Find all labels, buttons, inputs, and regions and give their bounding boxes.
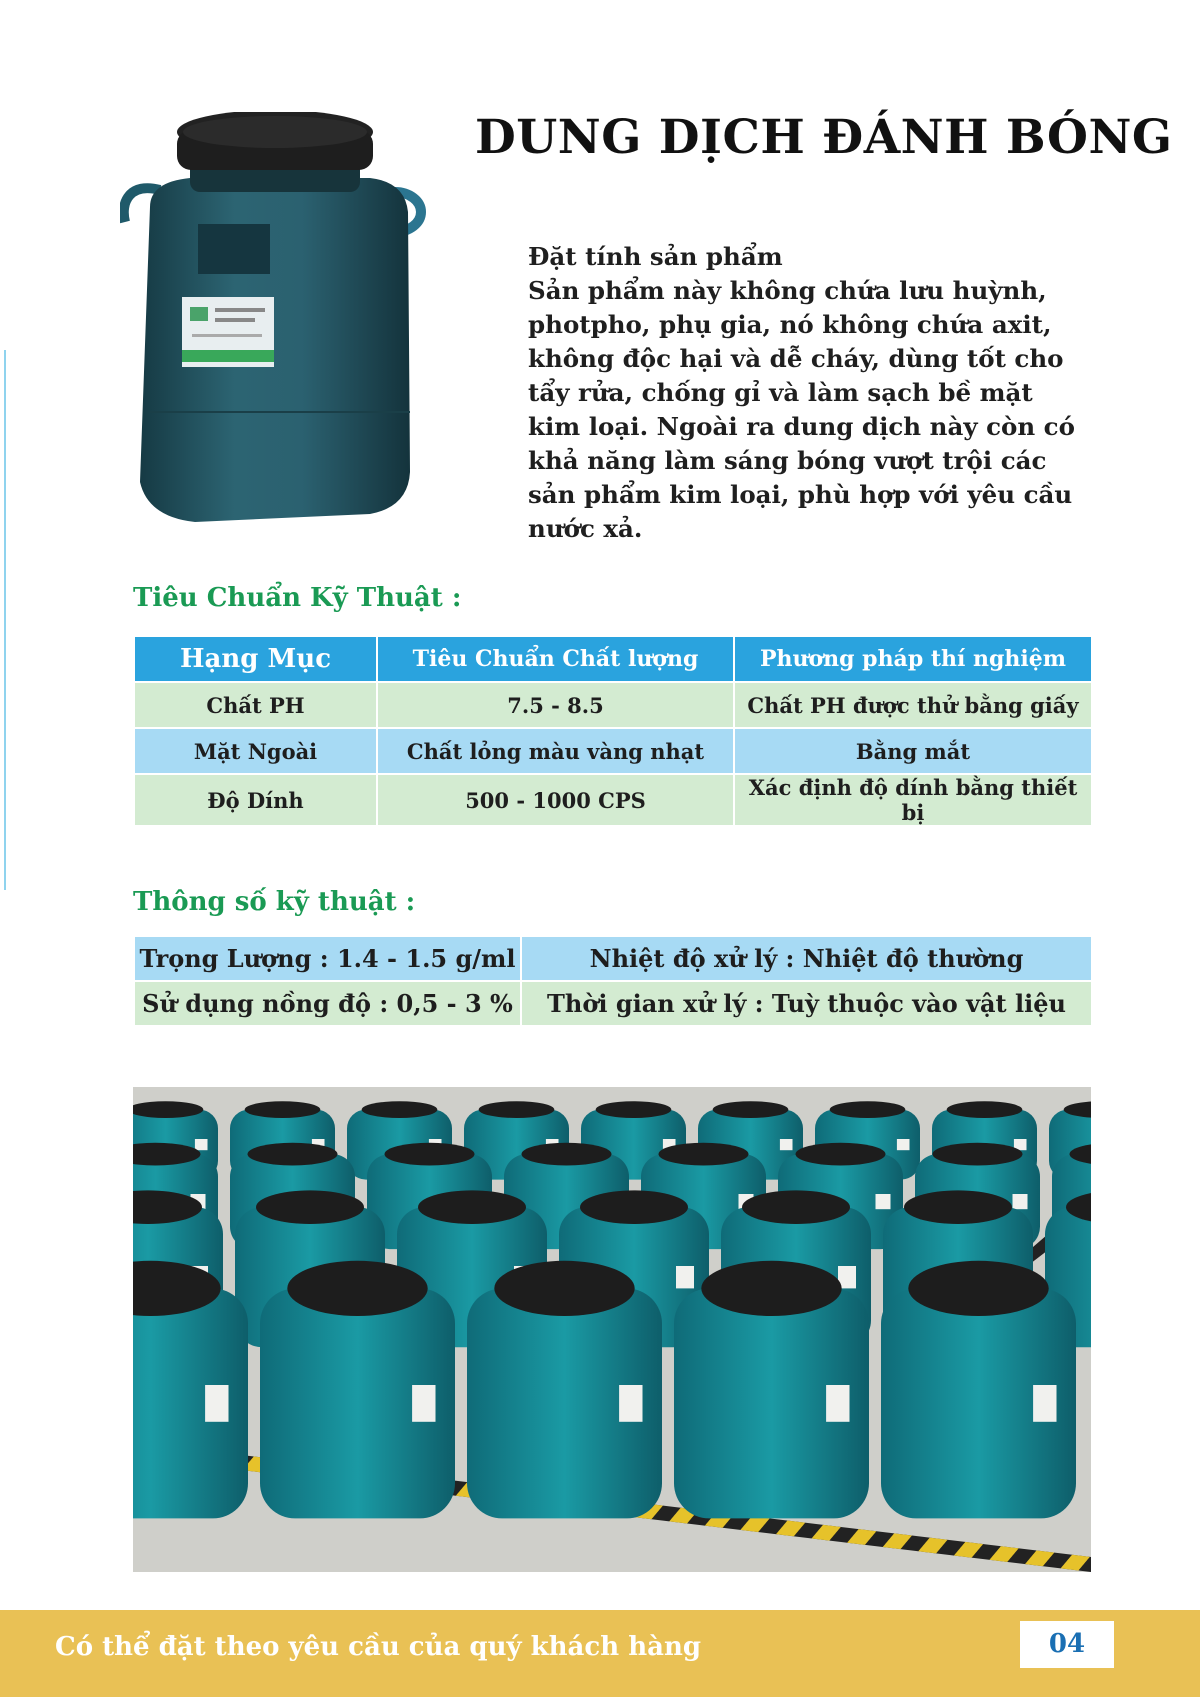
page-title: DUNG DỊCH ĐÁNH BÓNG [475, 110, 1173, 165]
table-cell: 7.5 - 8.5 [377, 682, 734, 728]
table-row [134, 981, 1092, 1026]
product-description [528, 240, 1088, 546]
table-cell: Thời gian xử lý : Tuỳ thuộc vào vật liệu [521, 981, 1092, 1026]
table-cell: 500 - 1000 CPS [377, 774, 734, 826]
table-header: Tiêu Chuẩn Chất lượng [377, 636, 734, 682]
table-cell: Trọng Lượng : 1.4 - 1.5 g/ml [134, 936, 521, 981]
footer-bar [0, 1610, 1200, 1697]
table-header: Phương pháp thí nghiệm [734, 636, 1092, 682]
table-cell: Bằng mắt [734, 728, 1092, 774]
table-row [134, 728, 1092, 774]
product-jug-image [120, 112, 450, 534]
description-heading: Đặt tính sản phẩm [528, 242, 783, 271]
left-edge-accent [4, 350, 6, 890]
standards-header-row [134, 636, 1092, 682]
table-cell: Chất lỏng màu vàng nhạt [377, 728, 734, 774]
table-cell: Nhiệt độ xử lý : Nhiệt độ thường [521, 936, 1092, 981]
warehouse-photo [133, 1087, 1091, 1572]
table-row [134, 774, 1092, 826]
table-cell: Xác định độ dính bằng thiết bị [734, 774, 1092, 826]
table-cell: Độ Dính [134, 774, 377, 826]
table-row [134, 682, 1092, 728]
specs-table [133, 935, 1093, 1027]
description-body: Sản phẩm này không chứa lưu huỳnh, photpho, phụ gia, nó không chứa axit, không độc hại và dễ cháy, dùng tốt cho tẩy rửa, chống gỉ và làm sạch bề mặt kim loại. Ngoài ra dung dịch này còn có khả năng làm sáng bóng vượt trội các sản phẩm kim loại, phù hợp với yêu cầu nước xả. [528, 276, 1075, 543]
table-cell: Sử dụng nồng độ : 0,5 - 3 % [134, 981, 521, 1026]
table-row [134, 936, 1092, 981]
table-cell: Mặt Ngoài [134, 728, 377, 774]
specs-section-title: Thông số kỹ thuật : [133, 887, 416, 917]
page-number: 04 [1020, 1621, 1114, 1668]
footer-text: Có thể đặt theo yêu cầu của quý khách hàng [55, 1632, 702, 1662]
table-cell: Chất PH [134, 682, 377, 728]
standards-table [133, 635, 1093, 827]
standards-section-title: Tiêu Chuẩn Kỹ Thuật : [133, 583, 462, 613]
table-cell: Chất PH được thử bằng giấy [734, 682, 1092, 728]
table-header: Hạng Mục [134, 636, 377, 682]
